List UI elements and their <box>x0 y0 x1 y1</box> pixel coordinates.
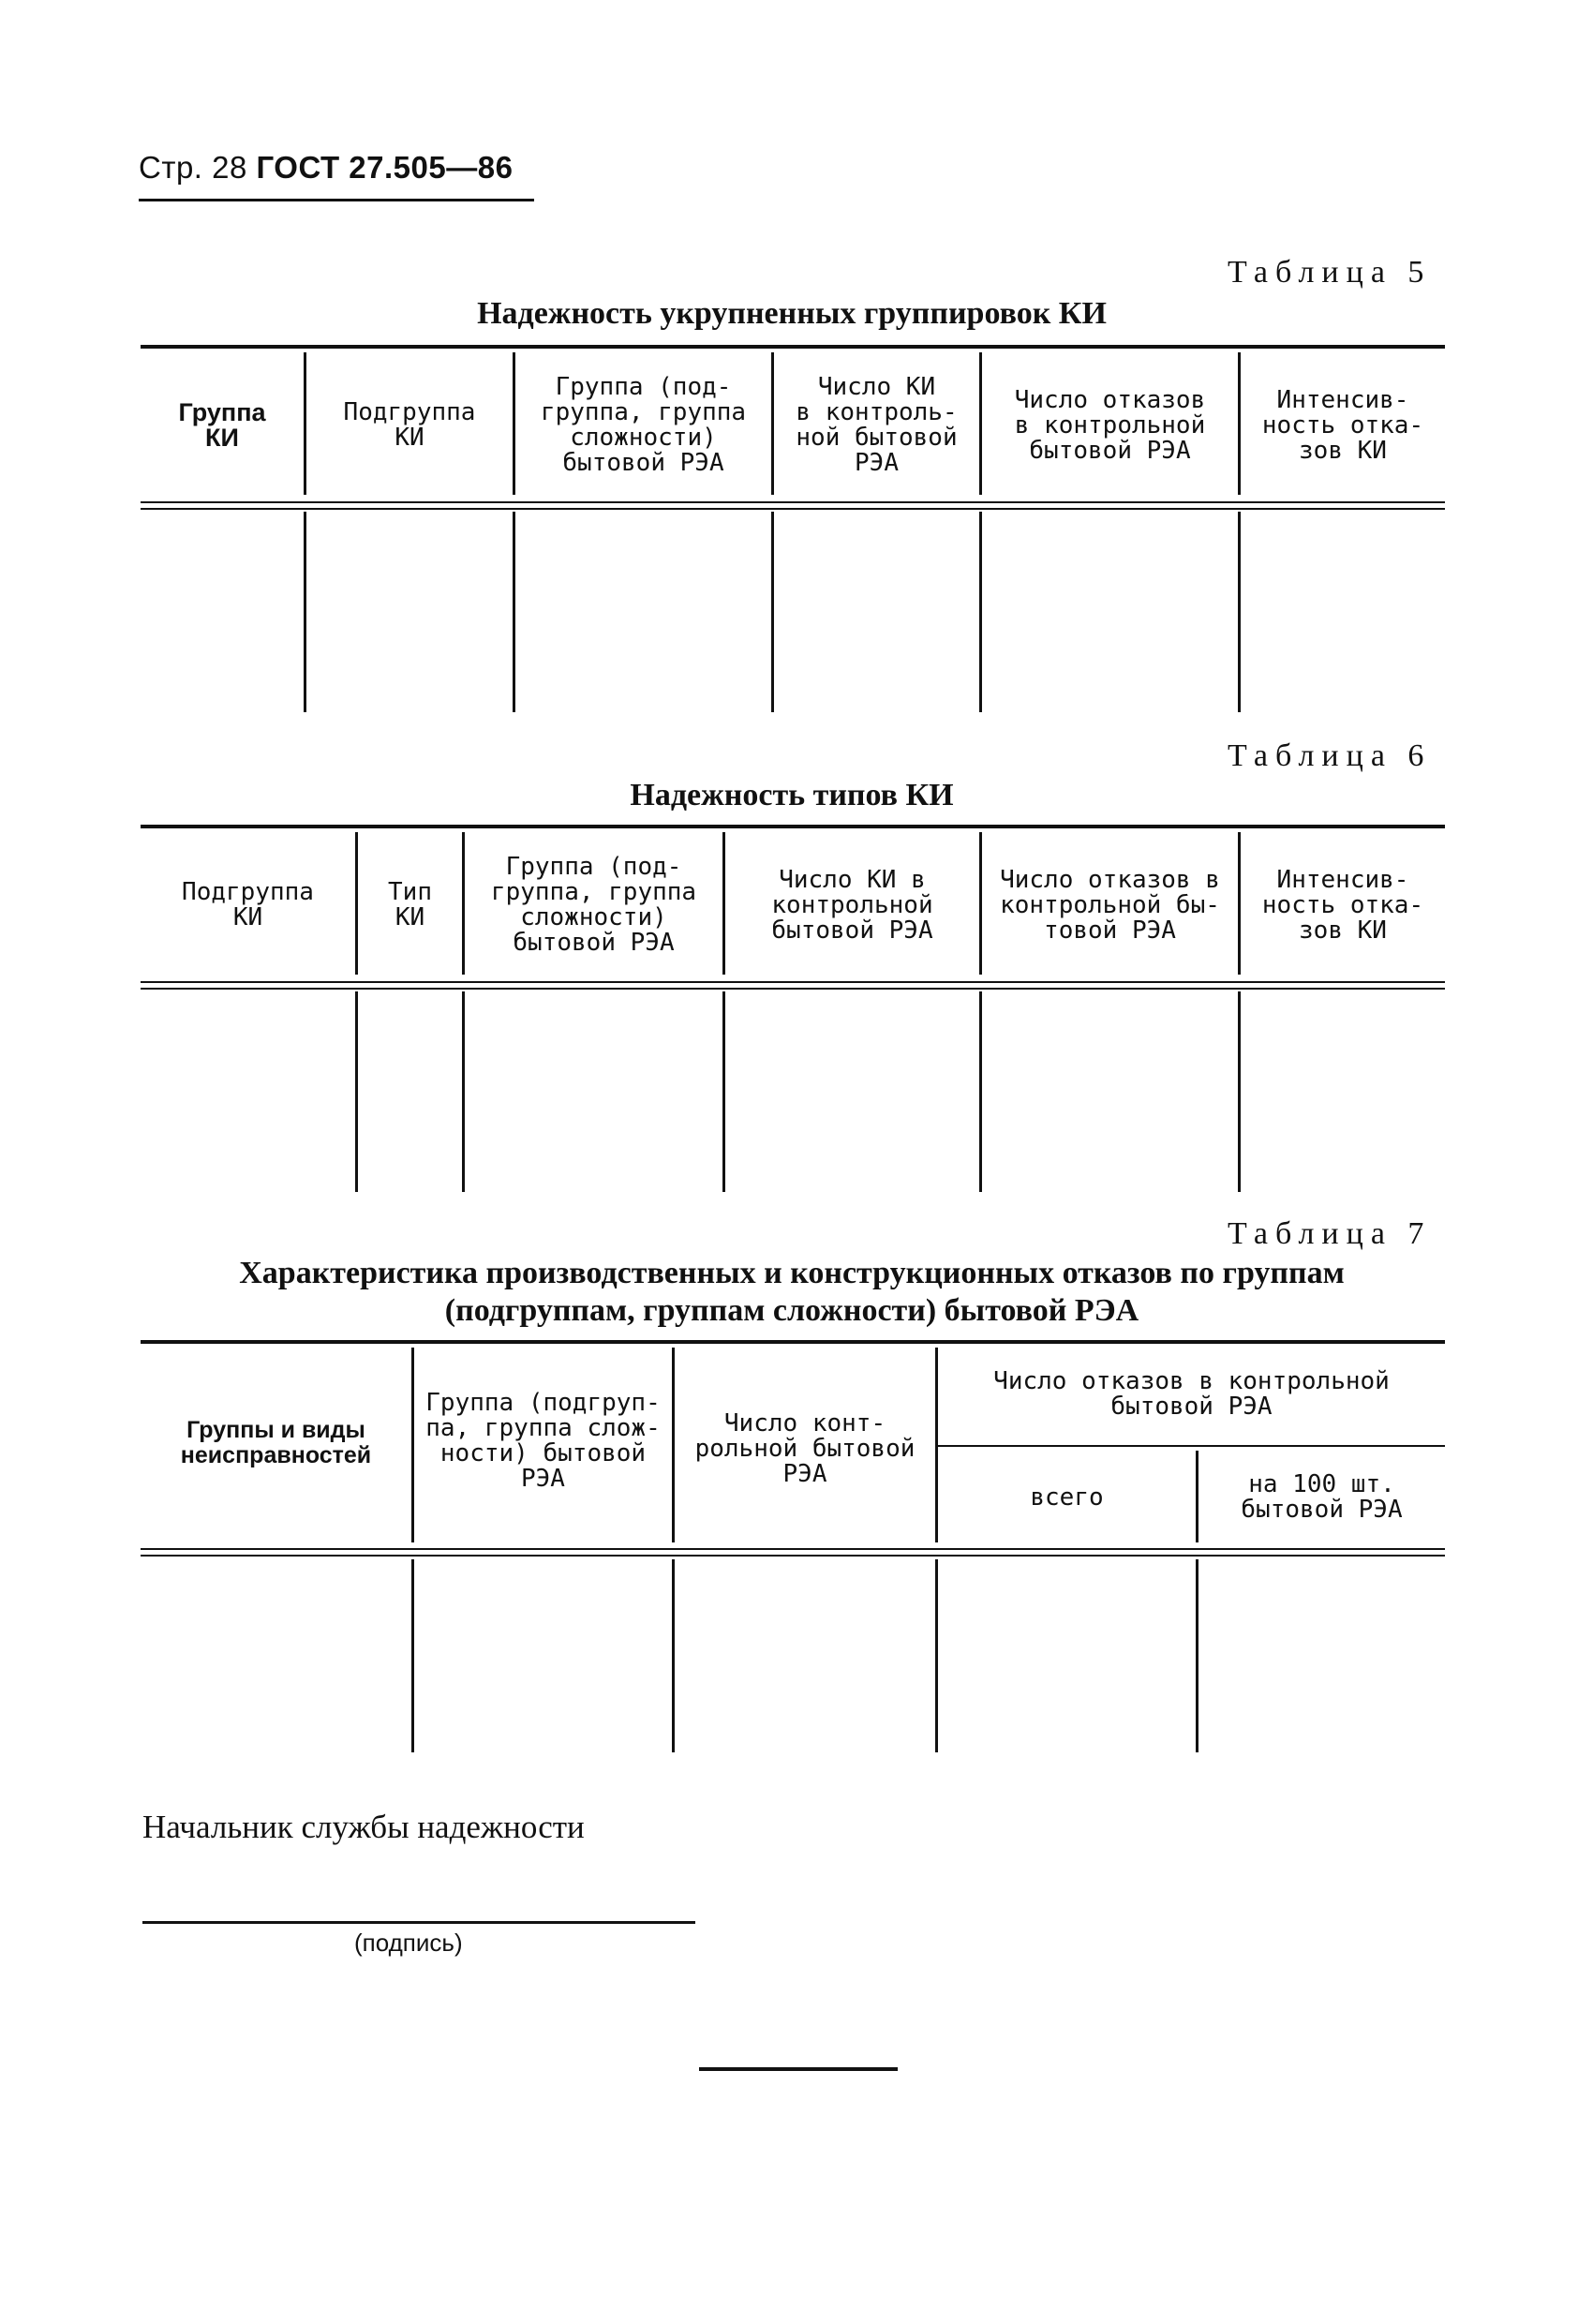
standard-number: ГОСТ 27.505—86 <box>256 150 514 185</box>
table5-col-rea-group: Группа (под- группа, группа сложности) бытовой РЭА <box>540 373 747 477</box>
table7-header-rule <box>141 1548 1445 1557</box>
table5-vline <box>979 512 982 712</box>
table5-col-subgroup: Подгруппа КИ <box>343 398 476 452</box>
signature-position: Начальник службы надежности <box>142 1809 585 1845</box>
table6-vline <box>355 991 358 1192</box>
table7-col-failures-total: всего <box>1030 1482 1104 1512</box>
table7-col-rea-count: Число конт- рольной бытовой РЭА <box>694 1408 916 1488</box>
table6-col-ki-count: Число КИ в контрольной бытовой РЭА <box>771 865 933 945</box>
table7-vline <box>672 1559 675 1752</box>
table6-vline <box>1238 991 1241 1192</box>
table7-col-rea-group: Группа (подгруп- па, группа слож- ности) бытовой РЭА <box>425 1389 661 1493</box>
table5-col-group: Группа КИ <box>178 398 266 452</box>
table5-vline <box>304 512 306 712</box>
table7-top-rule <box>141 1340 1445 1344</box>
table6-col-intensity: Интенсив- ность отка- зов КИ <box>1261 865 1424 945</box>
table7-vline <box>411 1559 414 1752</box>
table5-title: Надежность укрупненных группировок КИ <box>477 296 1107 331</box>
table6-top-rule <box>141 825 1445 828</box>
table7-label: Таблица 7 <box>1228 1216 1432 1251</box>
table5-header-rule <box>141 501 1445 510</box>
table7-vline <box>1196 1559 1198 1752</box>
table6-vline <box>722 991 725 1192</box>
table5-col-failures: Число отказов в контрольной бытовой РЭА <box>1014 385 1206 465</box>
table5-col-intensity: Интенсив- ность отка- зов КИ <box>1261 385 1424 465</box>
signature-line <box>142 1921 695 1924</box>
table5-label: Таблица 5 <box>1228 255 1432 290</box>
table5-vline <box>513 512 515 712</box>
page-number: Стр. 28 <box>139 150 247 185</box>
table6 <box>141 825 1445 1192</box>
table5 <box>141 345 1445 712</box>
table6-vline <box>462 991 465 1192</box>
table6-title: Надежность типов КИ <box>630 778 954 812</box>
table6-col-type: Тип КИ <box>388 878 432 931</box>
table6-col-rea-group: Группа (под- группа, группа сложности) бытовой РЭА <box>490 853 697 957</box>
table6-col-failures: Число отказов в контрольной бы- товой РЭА <box>1000 865 1220 945</box>
table7-title-line1: Характеристика производственных и конструкционных отказов по группам <box>239 1256 1345 1290</box>
table6-header-rule <box>141 981 1445 990</box>
table7-col-fault-types: Группы и виды неисправностей <box>180 1417 372 1468</box>
table7-col-failures-group: Число отказов в контрольной бытовой РЭА <box>993 1367 1390 1421</box>
table5-top-rule <box>141 345 1445 349</box>
table7-group-rule <box>938 1445 1445 1447</box>
running-head-rule <box>139 199 534 201</box>
table5-vline <box>1238 512 1241 712</box>
signature-hint: (подпись) <box>354 1929 463 1957</box>
table6-col-subgroup: Подгруппа КИ <box>182 878 314 931</box>
end-rule <box>699 2067 898 2071</box>
table6-label: Таблица 6 <box>1228 738 1432 773</box>
table7-title-line2: (подгруппам, группам сложности) бытовой РЭА <box>444 1293 1139 1328</box>
table5-vline <box>771 512 774 712</box>
table7-vline <box>935 1559 938 1752</box>
table5-col-ki-count: Число КИ в контроль- ной бытовой РЭА <box>796 373 958 477</box>
table7-col-failures-per100: на 100 шт. бытовой РЭА <box>1241 1470 1403 1524</box>
table6-vline <box>979 991 982 1192</box>
table7 <box>141 1340 1445 1752</box>
running-head <box>139 150 513 186</box>
